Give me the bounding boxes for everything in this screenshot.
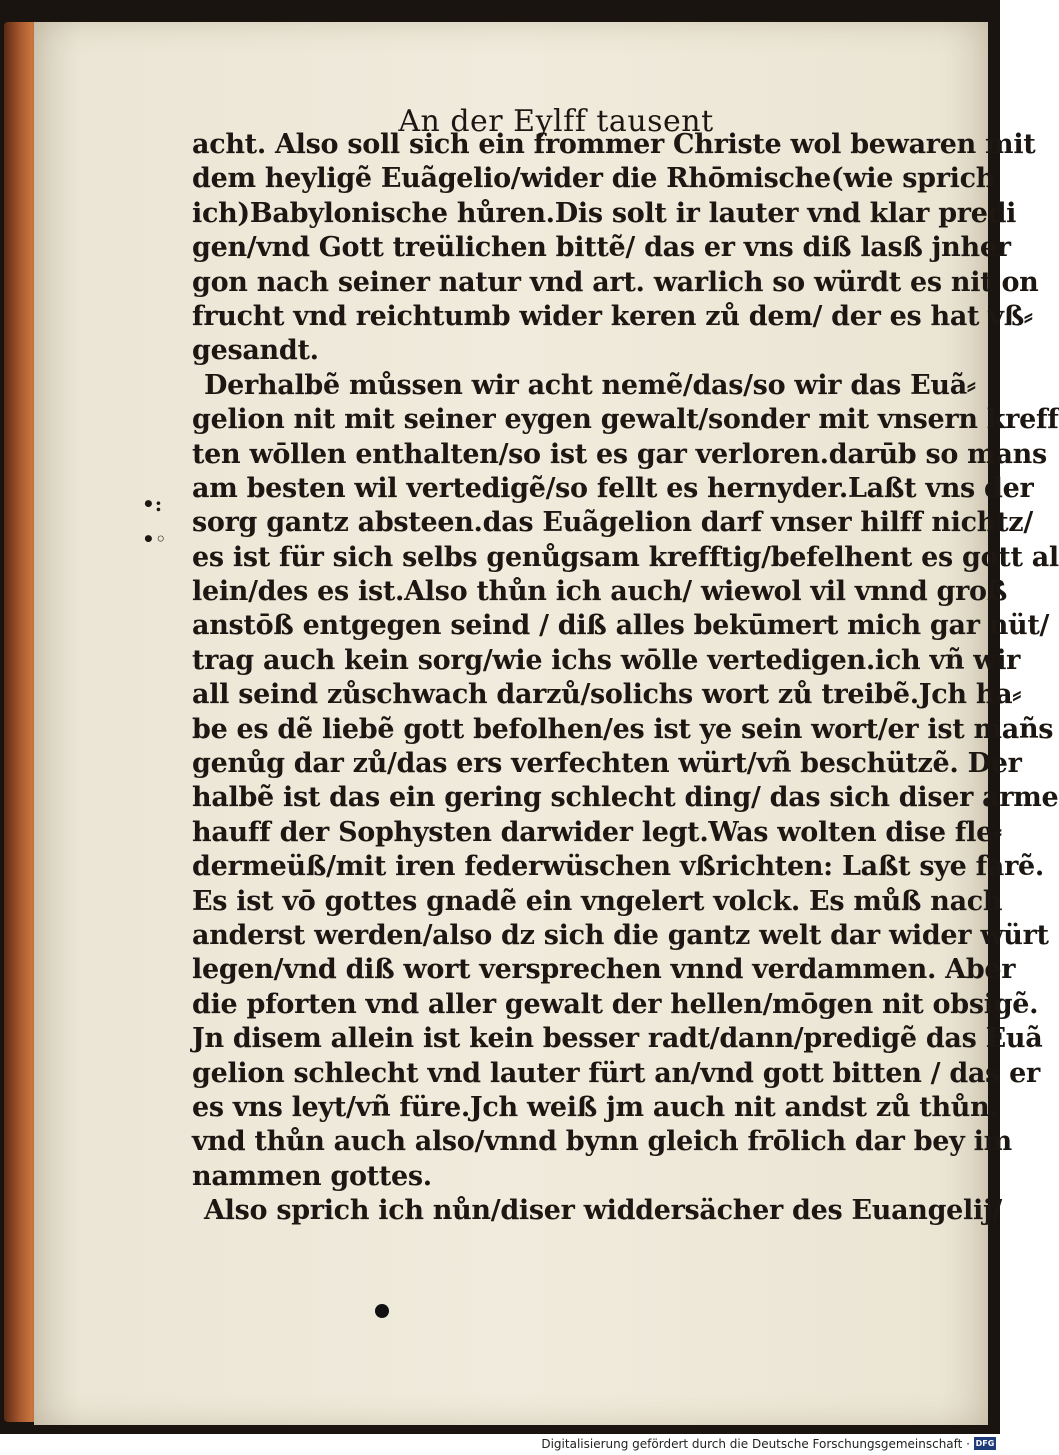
body-text [192, 128, 1059, 1229]
dfg-logo: DFG [975, 1439, 995, 1448]
text-line: die pforten vnd aller gewalt der hellen/mōgen nit obsigẽ. [192, 988, 1039, 1020]
text-line: Es ist vō gottes gnadẽ ein vngelert volck. Es můß nach [192, 885, 1003, 917]
text-line: be es dẽ liebẽ gott befolhen/es ist ye sein wort/er ist mañs [192, 713, 1054, 745]
text-line: gelion schlecht vnd lauter fürt an/vnd gott bitten / das er [192, 1057, 1040, 1089]
text-line: Derhalbẽ můssen wir acht nemẽ/das/so wir das Euã⸗ [204, 369, 976, 401]
running-header: An der Eylff tausent [398, 104, 714, 139]
page-ornament-dot [375, 1304, 389, 1318]
text-line: es ist für sich selbs genůgsam krefftig/befelhent es gott al [192, 541, 1059, 573]
text-line: nammen gottes. [192, 1160, 432, 1192]
text-line: vnd thůn auch also/vnnd bynn gleich frōlich dar bey im [192, 1126, 1012, 1158]
text-line: ich)Babylonische hůren.Dis solt ir lauter vnd klar predi [192, 197, 1017, 229]
text-line: dermeüß/mit iren federwüschen vßrichten: Laßt sye farẽ. [192, 851, 1044, 883]
text-line: ten wōllen enthalten/so ist es gar verloren.darūb so mans [192, 438, 1047, 470]
text-line: hauff der Sophysten darwider legt.Was wolten dise fle⸗ [192, 816, 1002, 848]
margin-note-2: •◦ [142, 527, 167, 551]
text-line: lein/des es ist.Also thůn ich auch/ wiewol vil vnnd groß [192, 576, 1007, 608]
text-line: trag auch kein sorg/wie ichs wōlle vertedigen.ich vñ wir [192, 644, 1021, 676]
text-line: dem heyligẽ Euãgelio/wider die Rhōmische(wie sprich [192, 163, 996, 195]
text-line: all seind zůschwach darzů/solichs wort zů treibẽ.Jch ha⸗ [192, 679, 1022, 711]
text-line: gen/vnd Gott treülichen bittẽ/ das er vns diß lasß jnher [192, 232, 1011, 264]
text-line: anstōß entgegen seind / diß alles bekūmert mich gar nüt/ [192, 610, 1050, 642]
text-line: genůg dar zů/das ers verfechten würt/vñ beschützẽ. Der [192, 748, 1022, 780]
text-line: sorg gantz absteen.das Euãgelion darf vnser hilff nichtz/ [192, 507, 1033, 539]
text-line: gon nach seiner natur vnd art. warlich so würdt es nit on [192, 266, 1039, 298]
text-line: anderst werden/also dz sich die gantz welt dar wider würt [192, 919, 1049, 951]
text-line: gesandt. [192, 335, 319, 367]
text-line: am besten wil vertedigẽ/so fellt es hernyder.Laßt vns der [192, 472, 1034, 504]
text-line: Jn disem allein ist kein besser radt/dann/predigẽ das Euã [192, 1023, 1043, 1055]
text-line: acht. Also soll sich ein frommer Christe wol bewaren mit [192, 129, 1036, 160]
margin-note-1: •: [142, 492, 163, 516]
text-line: frucht vnd reichtumb wider keren zů dem/ der es hat vß⸗ [192, 300, 1033, 332]
text-line: halbẽ ist das ein gering schlecht ding/ das sich diser arme [192, 782, 1059, 814]
text-line: es vns leyt/vñ füre.Jch weiß jm auch nit andst zů thůn. [192, 1091, 999, 1123]
funding-credit: Digitalisierung gefördert durch die Deutsche Forschungsgemeinschaft · [541, 1437, 970, 1451]
text-line: legen/vnd diß wort versprechen vnnd verdammen. Aber [192, 954, 1016, 986]
text-line: gelion nit mit seiner eygen gewalt/sonder mit vnsern kreff [192, 404, 1059, 436]
text-line: Also sprich ich nůn/diser widdersächer des Euangelij/ [204, 1195, 1002, 1227]
